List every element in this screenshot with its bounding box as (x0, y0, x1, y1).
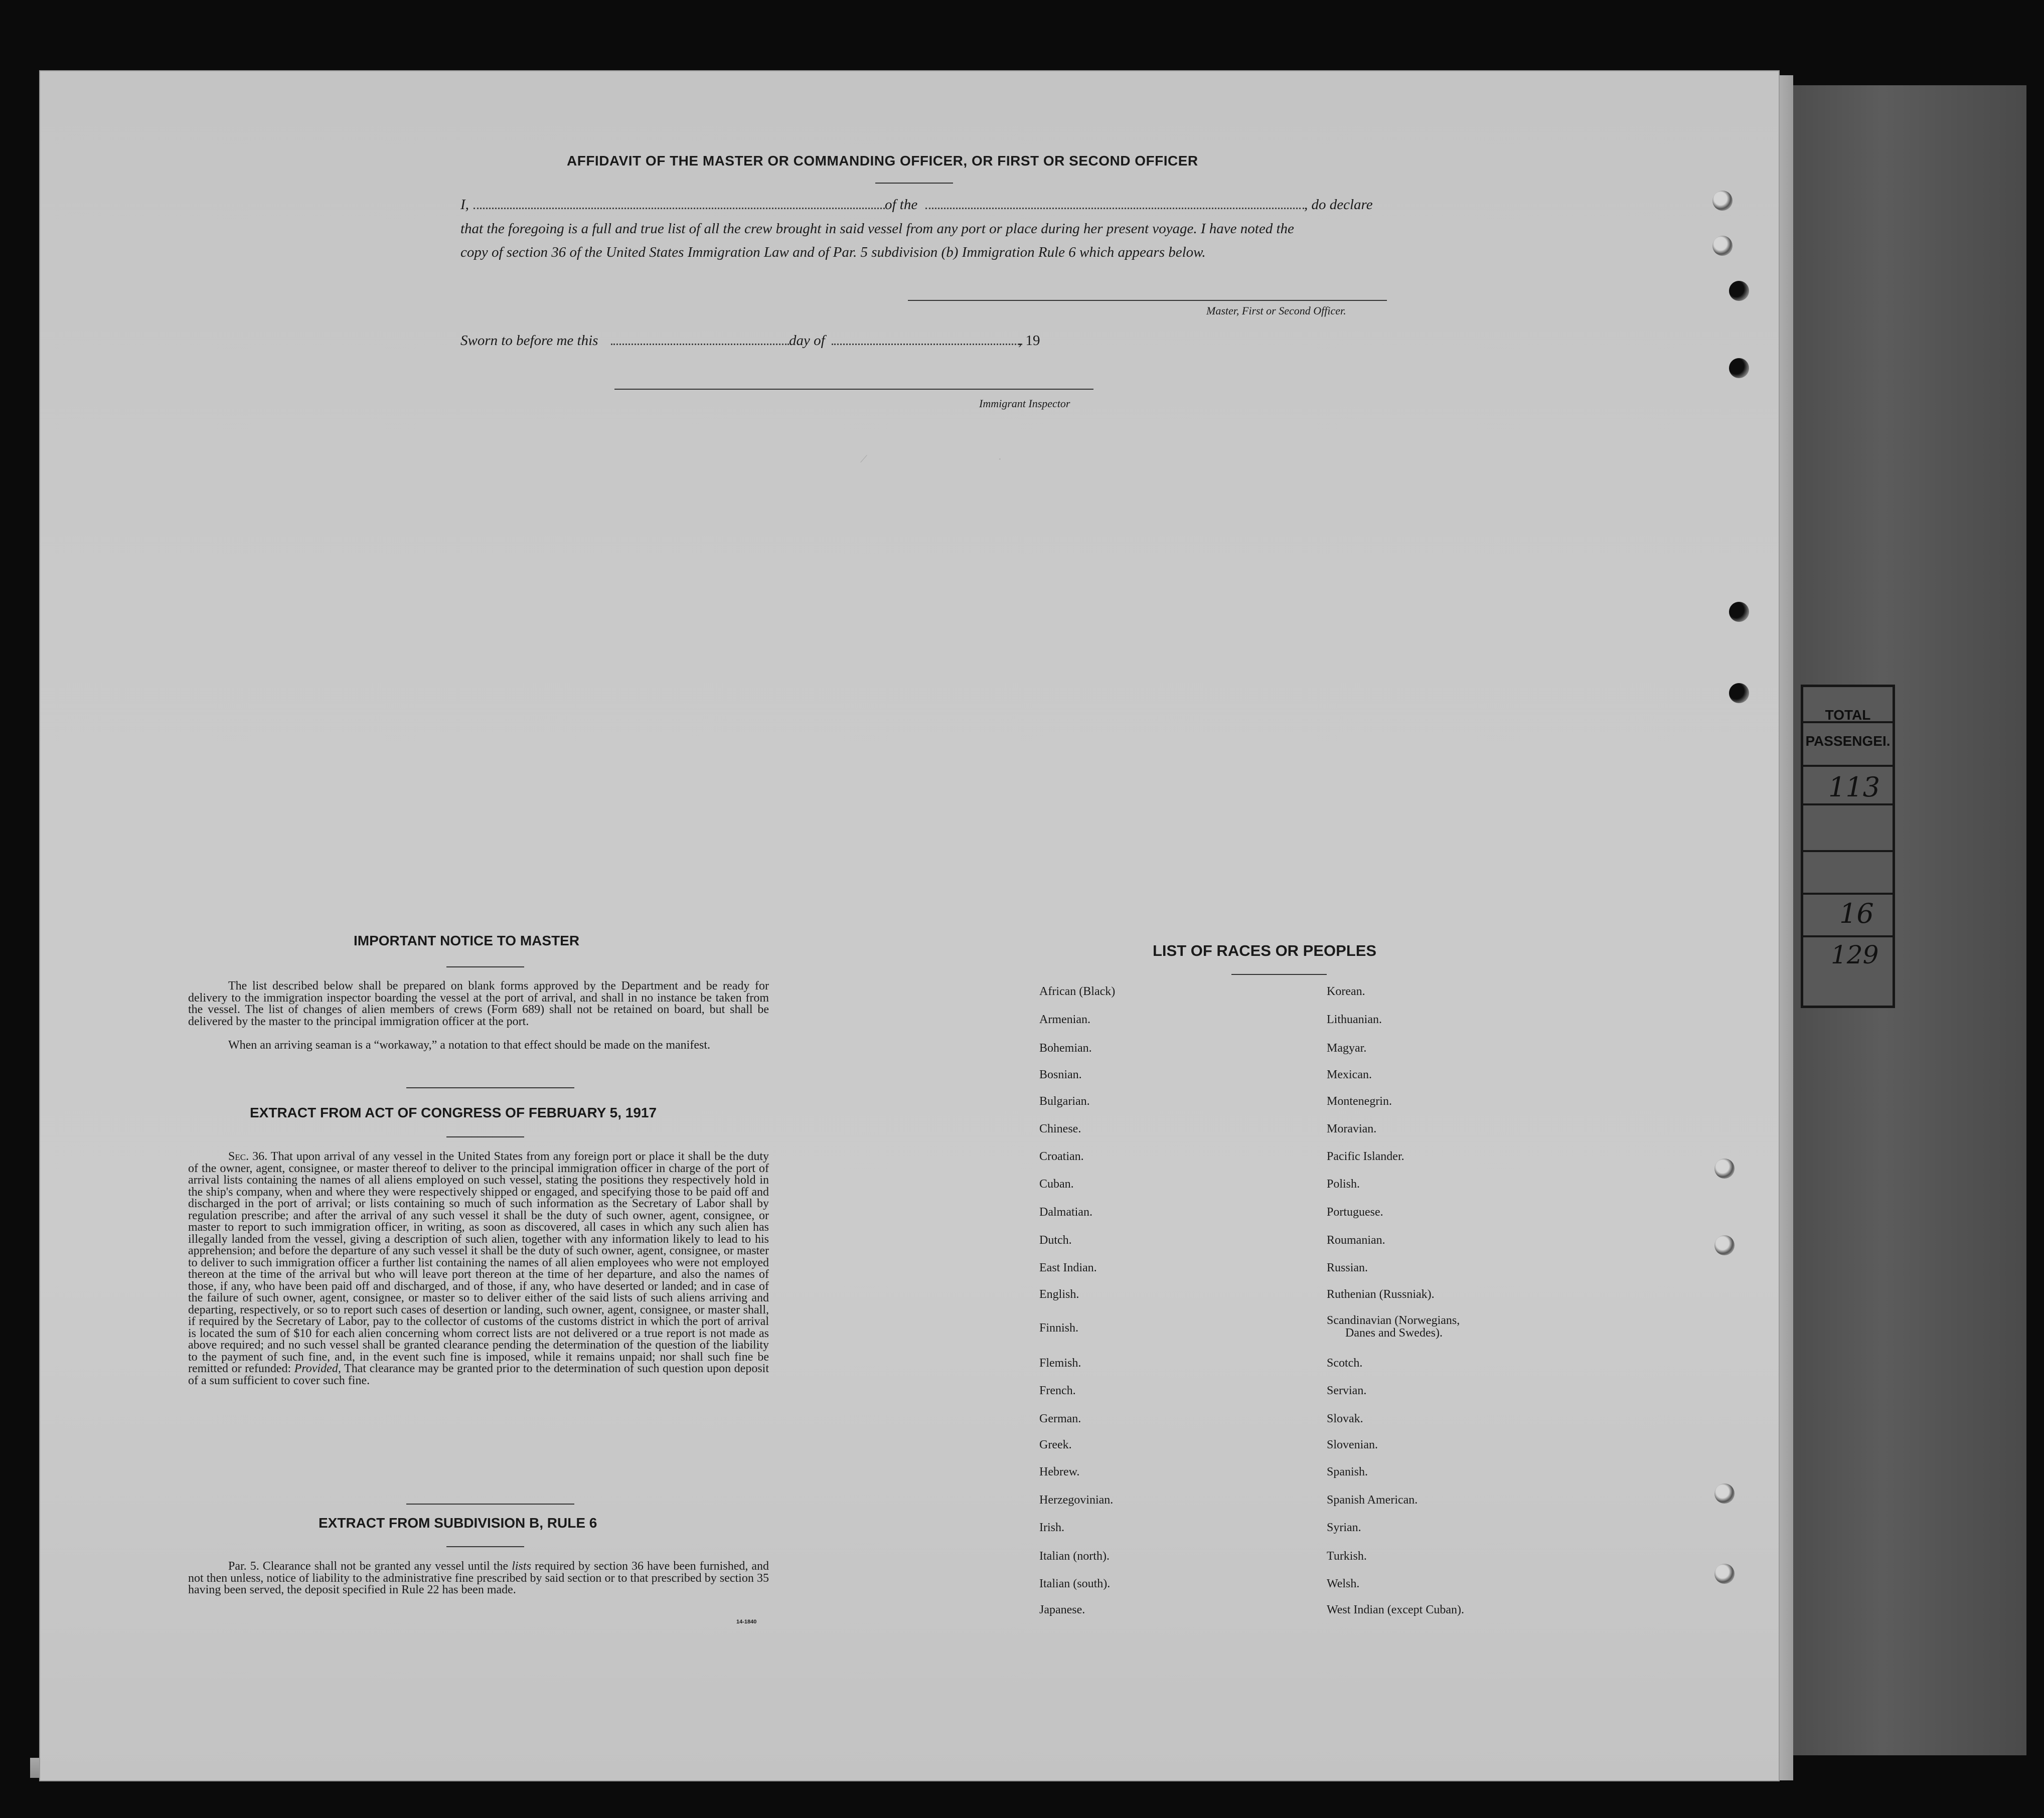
notice-paragraph: When an arriving seaman is a “workaway,” a notation to that effect should be made on the manifest. (228, 1039, 710, 1052)
race-item: Turkish. (1327, 1550, 1367, 1563)
race-item: Moravian. (1327, 1122, 1377, 1135)
race-item: Bulgarian. (1039, 1095, 1090, 1108)
race-item: Roumanian. (1327, 1234, 1385, 1247)
inspector-caption: Immigrant Inspector (979, 397, 1070, 410)
signature-line[interactable] (908, 300, 1387, 301)
sworn-label: Sworn to before me this (460, 333, 598, 349)
race-item: Cuban. (1039, 1178, 1074, 1191)
race-item: Slovak. (1327, 1412, 1363, 1425)
race-item: Irish. (1039, 1521, 1064, 1534)
race-item: Ruthenian (Russniak). (1327, 1288, 1435, 1301)
affidavit-of-label: of the (885, 197, 918, 213)
handwritten-count: 129 (1831, 940, 1879, 969)
rule-extract-title: EXTRACT FROM SUBDIVISION B, RULE 6 (319, 1515, 597, 1531)
race-item: Scandinavian (Norwegians, (1327, 1314, 1460, 1327)
binder-hole-icon (1714, 1235, 1735, 1255)
divider (1231, 974, 1327, 975)
race-item: Japanese. (1039, 1603, 1085, 1616)
section-36-text (188, 1151, 769, 1387)
year-label: , 19 (1018, 333, 1040, 349)
race-item: Armenian. (1039, 1013, 1090, 1026)
binder-hole-icon (1714, 1564, 1735, 1584)
master-name-field[interactable] (474, 208, 885, 209)
binder-hole-icon (1712, 236, 1733, 256)
divider (406, 1504, 574, 1505)
race-item: Polish. (1327, 1178, 1360, 1191)
binder-hole-icon (1714, 1159, 1735, 1179)
race-item: Bohemian. (1039, 1042, 1092, 1055)
affidavit-title: AFFIDAVIT OF THE MASTER OR COMMANDING OFFICER, OR FIRST OR SECOND OFFICER (567, 153, 1198, 169)
binder-hole-icon (1714, 1483, 1735, 1504)
races-list-title: LIST OF RACES OR PEOPLES (1153, 942, 1377, 959)
divider (446, 1546, 524, 1547)
rule-paragraph (188, 1561, 769, 1596)
passengers-label: PASSENGEI. (1805, 733, 1891, 749)
lists-word: lists (512, 1560, 531, 1573)
race-item: Italian (south). (1039, 1577, 1111, 1590)
race-item: Italian (north). (1039, 1550, 1110, 1563)
section-label: Sec. 36. (228, 1150, 268, 1163)
race-item: Lithuanian. (1327, 1013, 1382, 1026)
race-item: African (Black) (1039, 985, 1116, 998)
race-item: Bosnian. (1039, 1068, 1082, 1081)
race-item: Welsh. (1327, 1577, 1360, 1590)
binder-hole-icon (1712, 191, 1733, 211)
form-number: 14-1840 (736, 1619, 757, 1625)
affidavit-i-label: I, (460, 197, 469, 213)
day-of-label: day of (789, 333, 825, 349)
total-label: TOTAL (1825, 707, 1871, 723)
passenger-tally-box (1801, 685, 1895, 1008)
race-item: Korean. (1327, 985, 1365, 998)
race-item: German. (1039, 1412, 1081, 1425)
race-item: Finnish. (1039, 1321, 1079, 1335)
affidavit-text-line: that the foregoing is a full and true list of all the crew brought in said vessel from any port or place during her present voyage. I have noted the (460, 221, 1294, 237)
race-item: Hebrew. (1039, 1465, 1080, 1478)
race-item: Greek. (1039, 1438, 1072, 1451)
notice-title: IMPORTANT NOTICE TO MASTER (354, 933, 580, 948)
section-body: That upon arrival of any vessel in the United States from any foreign port or place it shall be the duty of the owner, agent, consignee, or master thereof to deliver to the principal immigration officer in charge of the port of arrival lists containing the names of all aliens employed on such vessel, stating the positions they respectively hold in the ship's company, when and where they were respectively shipped or engaged, and specifying those to be paid off and discharged in the port of arrival; or lists containing so much of such information as the Secretary of Labor shall by regulation prescribe; and after the arrival of any such vessel it shall be the duty of such owner, agent, consignee, or master to report to such immigration officer, in writing, as soon as discovered, all cases in which any such alien has illegally landed from the vessel, giving a description of such alien, together with any information likely to lead to his apprehension; and before the departure of any such vessel it shall be the duty of such owner, agent, consignee, or master to deliver to such immigration officer a further list containing the names of all alien employees who were not employed thereon at the time of the arrival but who will leave port thereon at the time of her departure, and also the names of those, if any, who have been paid off and discharged, and of those, if any, who have deserted or landed; and in case of the failure of such owner, agent, consignee, or master so to deliver either of the said lists of such aliens arriving and departing, respectively, or so to report such cases of desertion or landing, such owner, agent, consignee, or master shall, if required by the Secretary of Labor, pay to the collector of customs of the customs district in which the port of arrival is located the sum of $10 for each alien concerning whom correct lists are not delivered or a true report is not made as above required; and no such vessel shall be granted clearance pending the determination of the question of the liability to the payment of such fine, and, in the event such fine is imposed, while it remains unpaid; nor shall such fine be remitted or refunded: (188, 1150, 769, 1375)
signature-caption: Master, First or Second Officer. (1206, 304, 1346, 317)
race-item: Spanish. (1327, 1465, 1368, 1478)
race-item: Dalmatian. (1039, 1206, 1092, 1219)
race-item: Scotch. (1327, 1357, 1363, 1370)
sworn-month-field[interactable] (832, 344, 1022, 345)
act-extract-title: EXTRACT FROM ACT OF CONGRESS OF FEBRUARY 5, 1917 (250, 1105, 657, 1120)
handwritten-count: 16 (1839, 898, 1874, 929)
race-item: Portuguese. (1327, 1206, 1383, 1219)
bleed-through-mark: ⟋ (860, 454, 867, 465)
inspector-signature-line[interactable] (614, 389, 1093, 390)
handwritten-count: 113 (1828, 771, 1880, 803)
manifest-sheet (39, 70, 1780, 1781)
race-item: Croatian. (1039, 1150, 1084, 1163)
bleed-through-mark: · (998, 454, 1002, 465)
race-item: Dutch. (1039, 1234, 1072, 1247)
tally-row (1803, 687, 1893, 937)
race-item: West Indian (except Cuban). (1327, 1603, 1464, 1616)
provided-word: Provided, (294, 1362, 341, 1375)
race-item: Danes and Swedes). (1345, 1327, 1443, 1340)
divider (446, 966, 524, 967)
race-item: French. (1039, 1384, 1076, 1397)
race-item: Mexican. (1327, 1068, 1372, 1081)
notice-paragraph: The list described below shall be prepared on blank forms approved by the Department and be ready for delivery to the immigration inspector boarding the vessel at the port of arrival, and shall in no instance be taken from the vessel. The list of changes of alien members of crews (Form 689) shall not be retained on board, but shall be delivered by the master to the principal immigration officer at the port. (188, 979, 769, 1028)
affidavit-declare-label: , do declare (1304, 197, 1373, 213)
race-item: East Indian. (1039, 1261, 1097, 1274)
divider (406, 1087, 574, 1088)
divider (875, 183, 953, 184)
race-item: Magyar. (1327, 1042, 1367, 1055)
rule-text-b: required by section 36 have been furnished, and not then unless, notice of liability to the administrative fine prescribed by said section or to that prescribed by section 35 having been served, the deposit specified in Rule 22 has been made. (188, 1560, 769, 1596)
race-item: Pacific Islander. (1327, 1150, 1404, 1163)
divider (446, 1136, 524, 1137)
race-item: Herzegovinian. (1039, 1494, 1114, 1507)
race-item: Russian. (1327, 1261, 1368, 1274)
binder-hole-icon (1729, 281, 1749, 301)
rule-text-a: Par. 5. Clearance shall not be granted any vessel until the (228, 1560, 509, 1573)
race-item: Flemish. (1039, 1357, 1081, 1370)
binder-hole-icon (1729, 358, 1749, 378)
binder-hole-icon (1729, 683, 1749, 703)
race-item: Chinese. (1039, 1122, 1081, 1135)
race-item: Syrian. (1327, 1521, 1361, 1534)
affidavit-text-line: copy of section 36 of the United States Immigration Law and of Par. 5 subdivision (b) Immigration Rule 6 which appears below. (460, 244, 1206, 260)
race-item: English. (1039, 1288, 1079, 1301)
race-item: Spanish American. (1327, 1494, 1418, 1507)
binder-hole-icon (1729, 602, 1749, 622)
race-item: Montenegrin. (1327, 1095, 1392, 1108)
race-item: Slovenian. (1327, 1438, 1378, 1451)
section-body-end: That clearance may be granted prior to the determination of such question upon deposit of a sum sufficient to cover such fine. (188, 1362, 769, 1387)
sworn-day-field[interactable] (611, 344, 789, 345)
race-item: Servian. (1327, 1384, 1367, 1397)
vessel-name-field[interactable] (925, 208, 1304, 209)
